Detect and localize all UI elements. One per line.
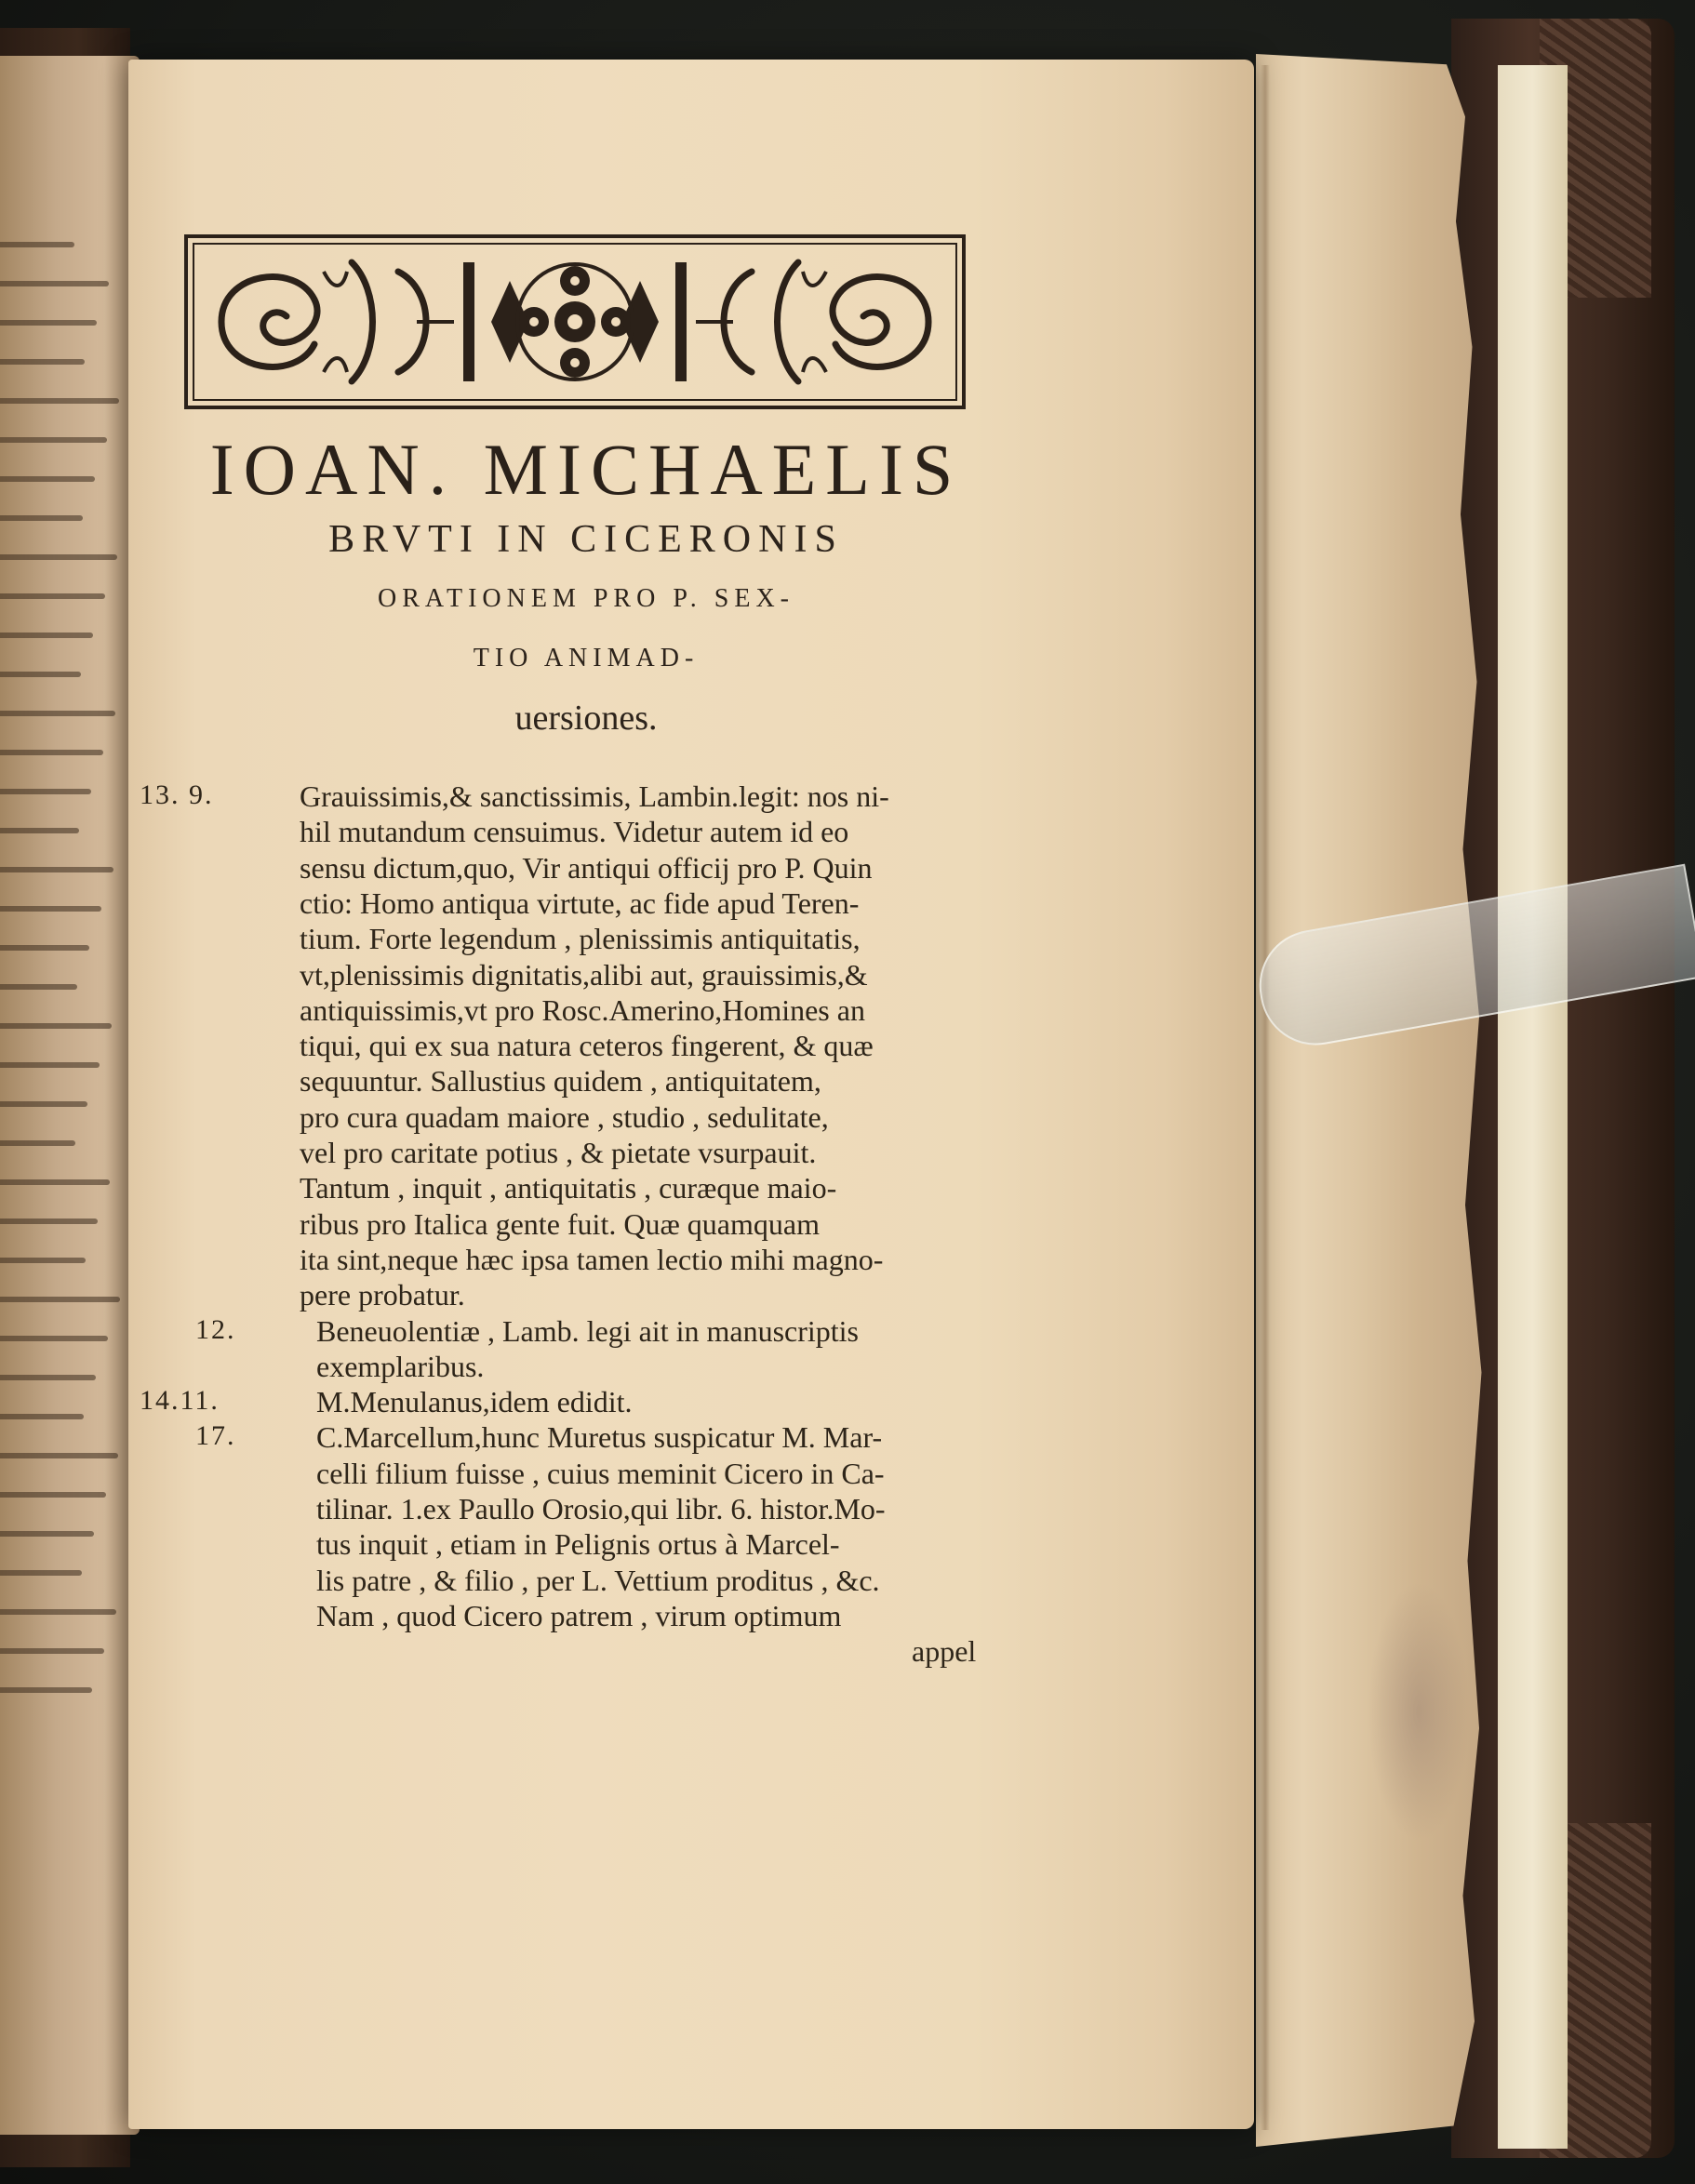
annotation-line: vel pro caritate potius , & pietate vsurpauit. [300,1136,817,1169]
endpaper [1498,65,1568,2149]
facing-page-line [0,1258,86,1263]
facing-page-line [0,867,113,872]
facing-page-line [0,1336,108,1341]
title-author: IOAN. MICHAELIS [209,429,963,510]
title-line-2: BRVTI IN CICERONIS [328,518,844,561]
facing-page-line [0,437,107,443]
annotation-line: Grauissimis,& sanctissimis, Lambin.legit: nos ni- [300,779,889,813]
facing-page-line [0,554,117,560]
annotation-line: ita sint,neque hæc ipsa tamen lectio mihi magno- [300,1242,884,1276]
facing-page-line [0,1414,84,1419]
facing-page-line [0,633,93,638]
annotation-line: ctio: Homo antiqua virtute, ac fide apud Teren- [300,886,860,920]
annotation-line: tium. Forte legendum , plenissimis antiquitatis, [300,922,861,956]
facing-page-line [0,1101,87,1107]
annotation-line: antiquissimis,vt pro Rosc.Amerino,Homines an [300,992,865,1027]
facing-page-line [0,1219,98,1224]
annotation-line: tus inquit , etiam in Pelignis ortus à Marcel- [316,1527,840,1562]
annotation-line: ribus pro Italica gente fuit. Quæ quamquam [300,1206,820,1241]
annotation-line: pere probatur. [300,1278,465,1312]
facing-page-line [0,1687,92,1693]
facing-page-line [0,1453,118,1458]
facing-page-line [0,593,105,599]
facing-page-line [0,1023,112,1029]
annotation-line: pro cura quadam maiore , studio , sedulitate, [300,1099,829,1134]
catchword: appel [912,1634,977,1669]
facing-page-line [0,1609,116,1615]
annotation-line: hil mutandum censuimus. Videtur autem id eo [300,815,849,849]
facing-page-line [0,789,91,794]
facing-page-line [0,242,74,247]
annotation-line: sequuntur. Sallustius quidem , antiquitatem, [300,1064,821,1099]
line-reference: 12. [195,1313,236,1345]
annotation-line: tilinar. 1.ex Paullo Orosio,qui libr. 6. histor.Mo- [316,1492,886,1525]
annotation-line: celli filium fuisse , cuius meminit Cicero in Ca- [316,1456,885,1490]
line-reference: 13. 9. [140,779,214,810]
facing-page-line [0,1375,96,1380]
annotation-line: C.Marcellum,hunc Muretus suspicatur M. Mar- [316,1420,883,1455]
facing-page-line [0,1648,104,1654]
annotation-line: vt,plenissimis dignitatis,alibi aut, grauissimis,& [300,957,868,992]
annotation-line: exemplaribus. [316,1349,485,1383]
facing-page-line [0,1492,106,1498]
annotation-line: Nam , quod Cicero patrem , virum optimum [316,1598,842,1632]
facing-page-line [0,1297,120,1302]
title-line-5: uersiones. [514,699,658,738]
facing-page-line [0,906,101,912]
water-stain [1368,1581,1470,1842]
facing-page-line [0,398,119,404]
left-page-text-fragment [0,242,130,1823]
facing-page-line [0,828,79,833]
facing-page-line [0,476,95,482]
facing-page-line [0,1062,100,1068]
page-fold-shadow [1261,65,1270,2130]
facing-page-line [0,1570,82,1576]
facing-page-line [0,1179,110,1185]
facing-page-line [0,672,81,677]
facing-page-line [0,515,83,521]
annotation-line: sensu dictum,quo, Vir antiqui officij pro P. Quin [300,850,873,885]
facing-page-line [0,320,97,326]
facing-page-line [0,711,115,716]
title-line-3: ORATIONEM PRO P. SEX- [377,584,795,613]
facing-page-line [0,984,77,990]
title-line-4: TIO ANIMAD- [473,644,700,673]
line-reference: 14.11. [140,1385,220,1417]
annotation-line: Tantum , inquit , antiquitatis , curæque maio- [300,1171,837,1205]
facing-page-line [0,359,85,365]
annotation-line: M.Menulanus,idem edidit. [316,1385,633,1419]
left-facing-page [0,56,140,2135]
facing-page-line [0,750,103,755]
line-reference: 17. [195,1420,236,1452]
facing-page-line [0,1140,75,1146]
facing-page-line [0,1531,94,1537]
facing-page-line [0,945,89,951]
ornamental-headpiece [184,234,966,409]
annotation-line: tiqui, qui ex sua natura ceteros fingerent, & quæ [300,1029,874,1063]
annotation-line: lis patre , & filio , per L. Vettium proditus , &c. [316,1563,880,1597]
annotation-line: Beneuolentiæ , Lamb. legi ait in manuscriptis [316,1313,859,1348]
facing-page-line [0,281,109,286]
